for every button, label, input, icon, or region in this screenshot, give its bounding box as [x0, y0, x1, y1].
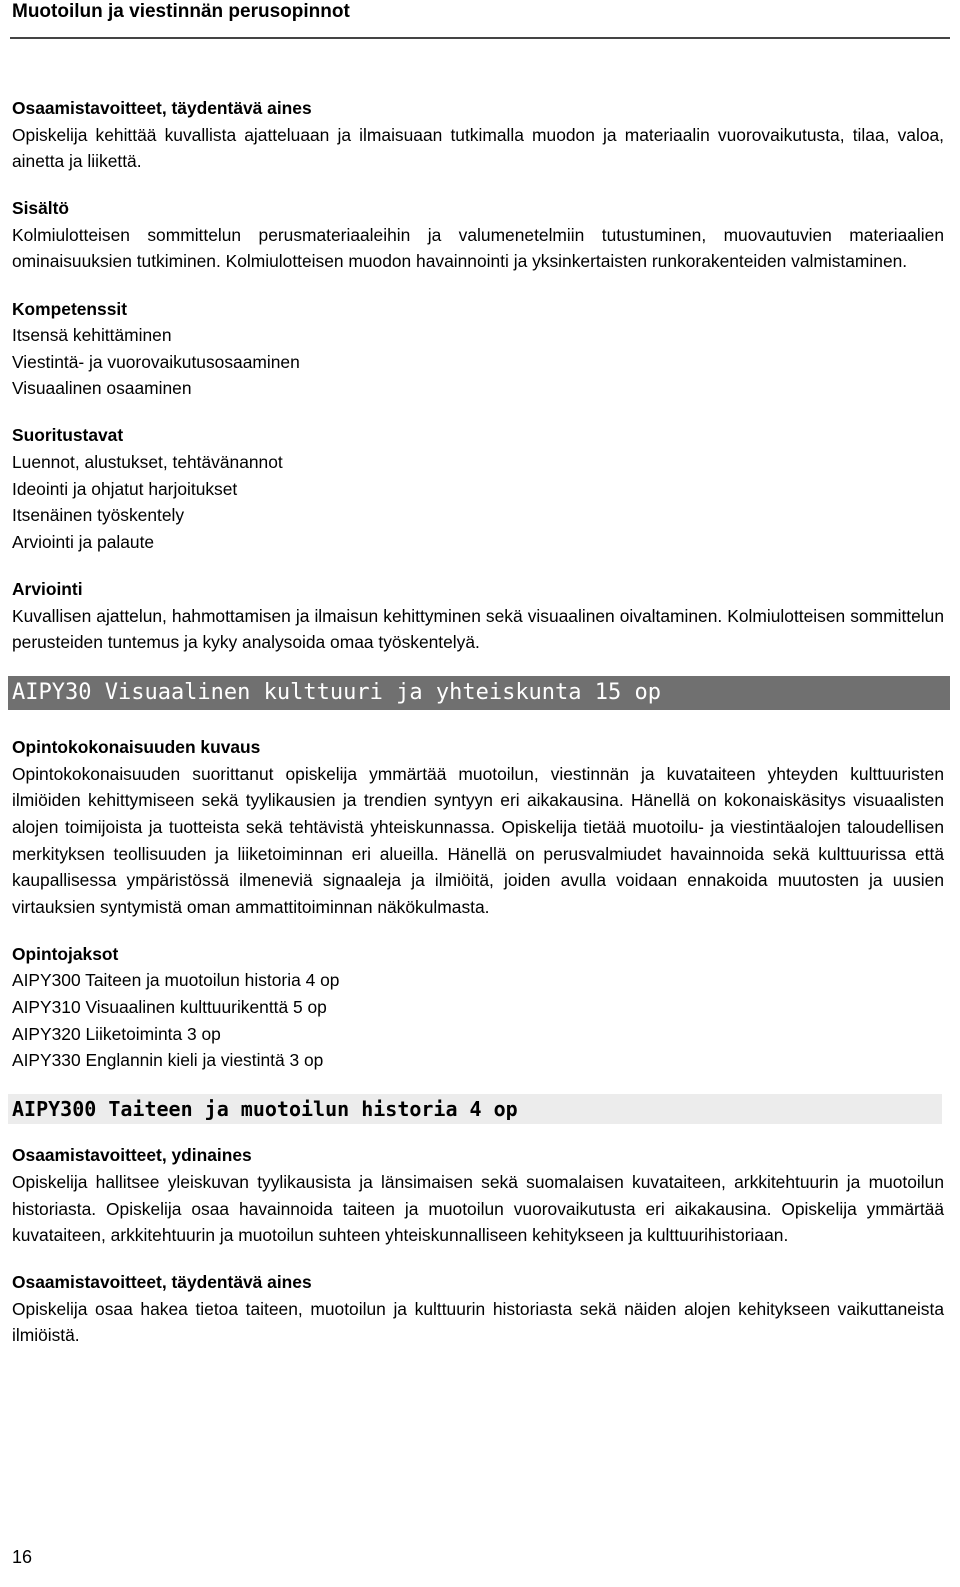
header-rule — [10, 37, 950, 39]
list-line: Itsensä kehittäminen — [12, 325, 172, 346]
section-text: Opintokokonaisuuden suorittanut opiskelija ymmärtää muotoilun, viestinnän ja kuvataiteen yhteyden kulttuuristen ilmiöiden kehittymiseen sekä tyylikausien ja trendien syntyyn eri aikakausina. Hänellä on kokonaiskäsitys visuaalisten alojen toimijoista ja tuotteista sekä tehtävistä yhteiskunnassa. Opiskelija tietää muotoilu- ja viestintäalojen taloudellisen merkityksen teollisuuden ja liiketoiminnan eri alueilla. Hänellä on perusvalmiudet havainnoida sekä kulttuurissa että kaupallisessa ympäristössä ilmeneviä signaaleja ja ilmiöitä, joiden avulla voidaan ennakoida muutosten ja uusien virtauksien syntymistä oman ammattitoiminnan näkökulmasta. — [12, 763, 944, 917]
list-line: AIPY310 Visuaalinen kulttuurikenttä 5 op — [12, 997, 327, 1018]
list-line: Luennot, alustukset, tehtävänannot — [12, 452, 283, 473]
page-number: 16 — [12, 1547, 33, 1567]
section-text — [12, 967, 944, 1073]
page-header-title: Muotoilun ja viestinnän perusopinnot — [12, 1, 350, 22]
list-line: Arviointi ja palaute — [12, 531, 155, 552]
list-line: AIPY320 Liiketoiminta 3 op — [12, 1023, 221, 1044]
section — [12, 1142, 944, 1248]
section — [12, 296, 944, 402]
section — [12, 1269, 944, 1349]
module-banner-aipy30: AIPY30 Visuaalinen kulttuuri ja yhteiskunta 15 op — [8, 676, 950, 710]
section — [12, 95, 944, 175]
section-heading: Osaamistavoitteet, ydinaines — [12, 1145, 252, 1166]
section-heading: Osaamistavoitteet, täydentävä aines — [12, 1272, 312, 1293]
section-text — [12, 449, 944, 555]
section-text: Kuvallisen ajattelun, hahmottamisen ja ilmaisun kehittyminen sekä visuaalinen oivaltaminen. Kolmiulotteisen sommittelun perusteiden tuntemus ja kyky analysoida omaa työskentelyä. — [12, 605, 944, 653]
section — [12, 941, 944, 1074]
section — [12, 734, 944, 920]
list-line: Itsenäinen työskentely — [12, 505, 185, 526]
section-text: Kolmiulotteisen sommittelun perusmateriaaleihin ja valumenetelmiin tutustuminen, muovautuvien materiaalien ominaisuuksien tutkiminen. Kolmiulotteisen muodon havainnointi ja yksinkertaisten runkorakenteiden valmistaminen. — [12, 224, 944, 272]
section-heading: Osaamistavoitteet, täydentävä aines — [12, 98, 312, 118]
list-line: Viestintä- ja vuorovaikutusosaaminen — [12, 351, 300, 372]
section-text — [12, 322, 944, 402]
list-line: AIPY330 Englannin kieli ja viestintä 3 op — [12, 1050, 324, 1071]
section-heading: Suoritustavat — [12, 425, 124, 446]
section-heading: Kompetenssit — [12, 298, 127, 319]
list-line: AIPY300 Taiteen ja muotoilun historia 4 op — [12, 970, 340, 991]
course-sections-b — [12, 734, 944, 1074]
course-sections-c — [12, 1142, 944, 1349]
document-body — [12, 95, 944, 1369]
section — [12, 422, 944, 555]
course-sections-a — [12, 95, 944, 656]
section-heading: Arviointi — [12, 578, 83, 599]
section-text: Opiskelija kehittää kuvallista ajatteluaan ja ilmaisuaan tutkimalla muodon ja materiaalin vuorovaikutusta, tilaa, valoa, ainetta ja liikettä. — [12, 124, 944, 172]
section — [12, 576, 944, 656]
course-banner-aipy300: AIPY300 Taiteen ja muotoilun historia 4 op — [8, 1094, 942, 1124]
list-line: Visuaalinen osaaminen — [12, 378, 192, 399]
section-text: Opiskelija osaa hakea tietoa taiteen, muotoilun ja kulttuurin historiasta sekä näiden alojen kehitykseen vaikuttaneista ilmiöistä. — [12, 1298, 944, 1346]
section-heading: Opintokokonaisuuden kuvaus — [12, 737, 261, 758]
section-text: Opiskelija hallitsee yleiskuvan tyylikausista ja länsimaisen sekä suomalaisen kuvataiteen, arkkitehtuurin ja muotoilun historiasta. Opiskelija osaa havainnoida taiteen ja muotoilun vuorovaikutusta eri aikakausina. Opiskelija ymmärtää kuvataiteen, arkkitehtuurin ja muotoilun suhteen yhteiskunnalliseen kehitykseen ja kulttuurihistoriaan. — [12, 1171, 944, 1246]
section — [12, 195, 944, 275]
list-line: Ideointi ja ohjatut harjoitukset — [12, 478, 238, 499]
section-heading: Opintojaksot — [12, 943, 119, 964]
section-heading: Sisältö — [12, 198, 70, 219]
